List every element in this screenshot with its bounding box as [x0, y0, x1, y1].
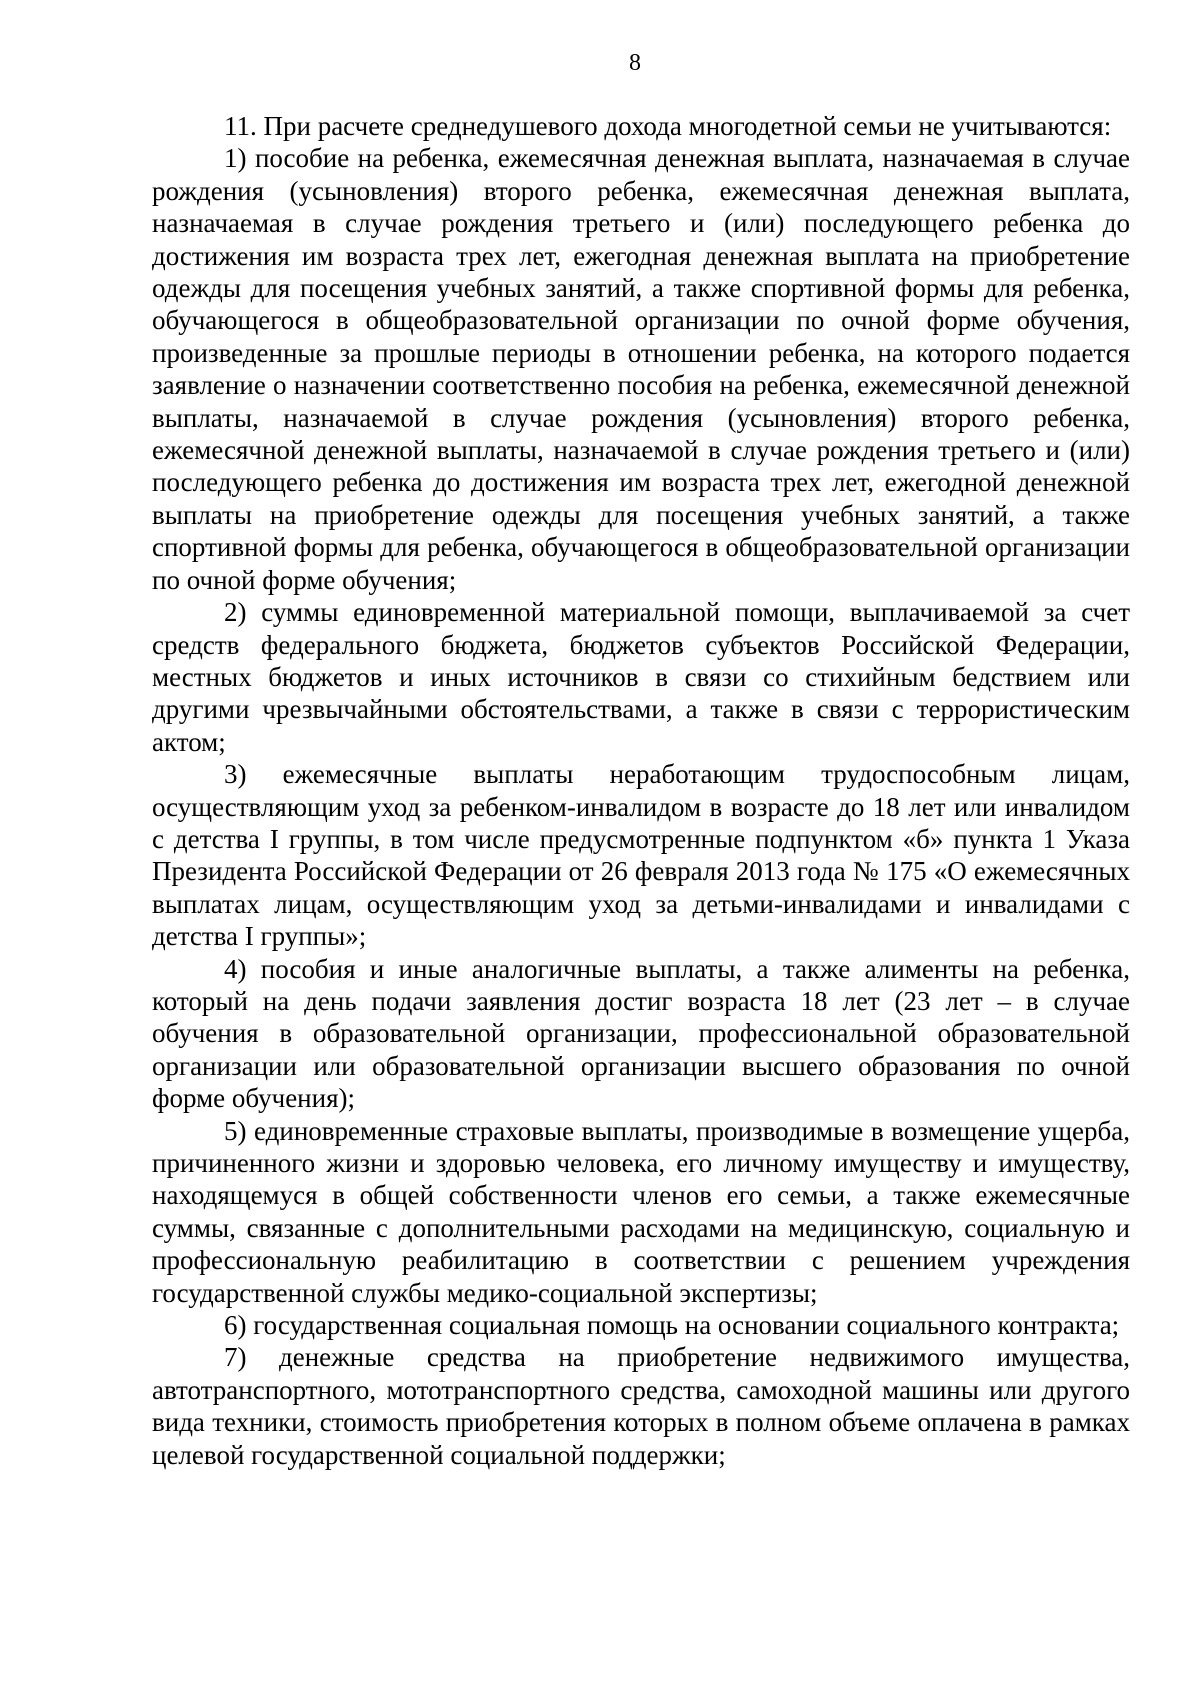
paragraph-item-7: 7) денежные средства на приобретение недвижимого имущества, автотранспортного, мототранспортного средства, самоходной машины или другого вида техники, стоимость приобретения которых в полном объеме оплачена в рамках целевой государственной социальной поддержки;	[152, 1342, 1130, 1470]
paragraph-11-intro: 11. При расчете среднедушевого дохода многодетной семьи не учитываются:	[224, 111, 1112, 141]
page-number: 8	[629, 50, 641, 76]
paragraph-item-4: 4) пособия и иные аналогичные выплаты, а также алименты на ребенка, который на день подачи заявления достиг возраста 18 лет (23 лет – в случае обучения в образовательной организации, профессиональной образовательной организации или образовательной организации высшего образования по очной форме обучения);	[152, 953, 1130, 1114]
paragraph-item-5: 5) единовременные страховые выплаты, производимые в возмещение ущерба, причиненного жизни и здоровью человека, его личному имуществу и имуществу, находящемуся в общей собственности членов его семьи, а также ежемесячные суммы, связанные с дополнительными расходами на медицинскую, социальную и профессиональную реабилитацию в соответствии с решением учреждения государственной службы медико-социальной экспертизы;	[152, 1115, 1130, 1308]
document-body	[152, 110, 1130, 1471]
paragraph-item-3: 3) ежемесячные выплаты неработающим трудоспособным лицам, осуществляющим уход за ребенком-инвалидом в возрасте до 18 лет или инвалидом с детства I группы, в том числе предусмотренные подпунктом «б» пункта 1 Указа Президента Российской Федерации от 26 февраля 2013 года № 175 «О ежемесячных выплатах лицам, осуществляющим уход за детьми-инвалидами и инвалидами с детства I группы»;	[152, 759, 1130, 952]
paragraph-item-6: 6) государственная социальная помощь на основании социального контракта;	[224, 1310, 1120, 1341]
paragraph-item-2: 2) суммы единовременной материальной помощи, выплачиваемой за счет средств федерального бюджета, бюджетов субъектов Российской Федерации, местных бюджетов и иных источников в связи со стихийным бедствием или другими чрезвычайными обстоятельствами, а также в связи с террористическим актом;	[152, 597, 1130, 757]
paragraph-item-1: 1) пособие на ребенка, ежемесячная денежная выплата, назначаемая в случае рождения (усыновления) второго ребенка, ежемесячная денежная выплата, назначаемая в случае рождения третьего и (или) последующего ребенка до достижения им возраста трех лет, ежегодная денежная выплата на приобретение одежды для посещения учебных занятий, а также спортивной формы для ребенка, обучающегося в общеобразовательной организации по очной форме обучения, произведенные за прошлые периоды в отношении ребенка, на которого подается заявление о назначении соответственно пособия на ребенка, ежемесячной денежной выплаты, назначаемой в случае рождения (усыновления) второго ребенка, ежемесячной денежной выплаты, назначаемой в случае рождения третьего и (или) последующего ребенка до достижения им возраста трех лет, ежегодной денежной выплаты на приобретение одежды для посещения учебных занятий, а также спортивной формы для ребенка, обучающегося в общеобразовательной организации по очной форме обучения;	[152, 143, 1130, 595]
